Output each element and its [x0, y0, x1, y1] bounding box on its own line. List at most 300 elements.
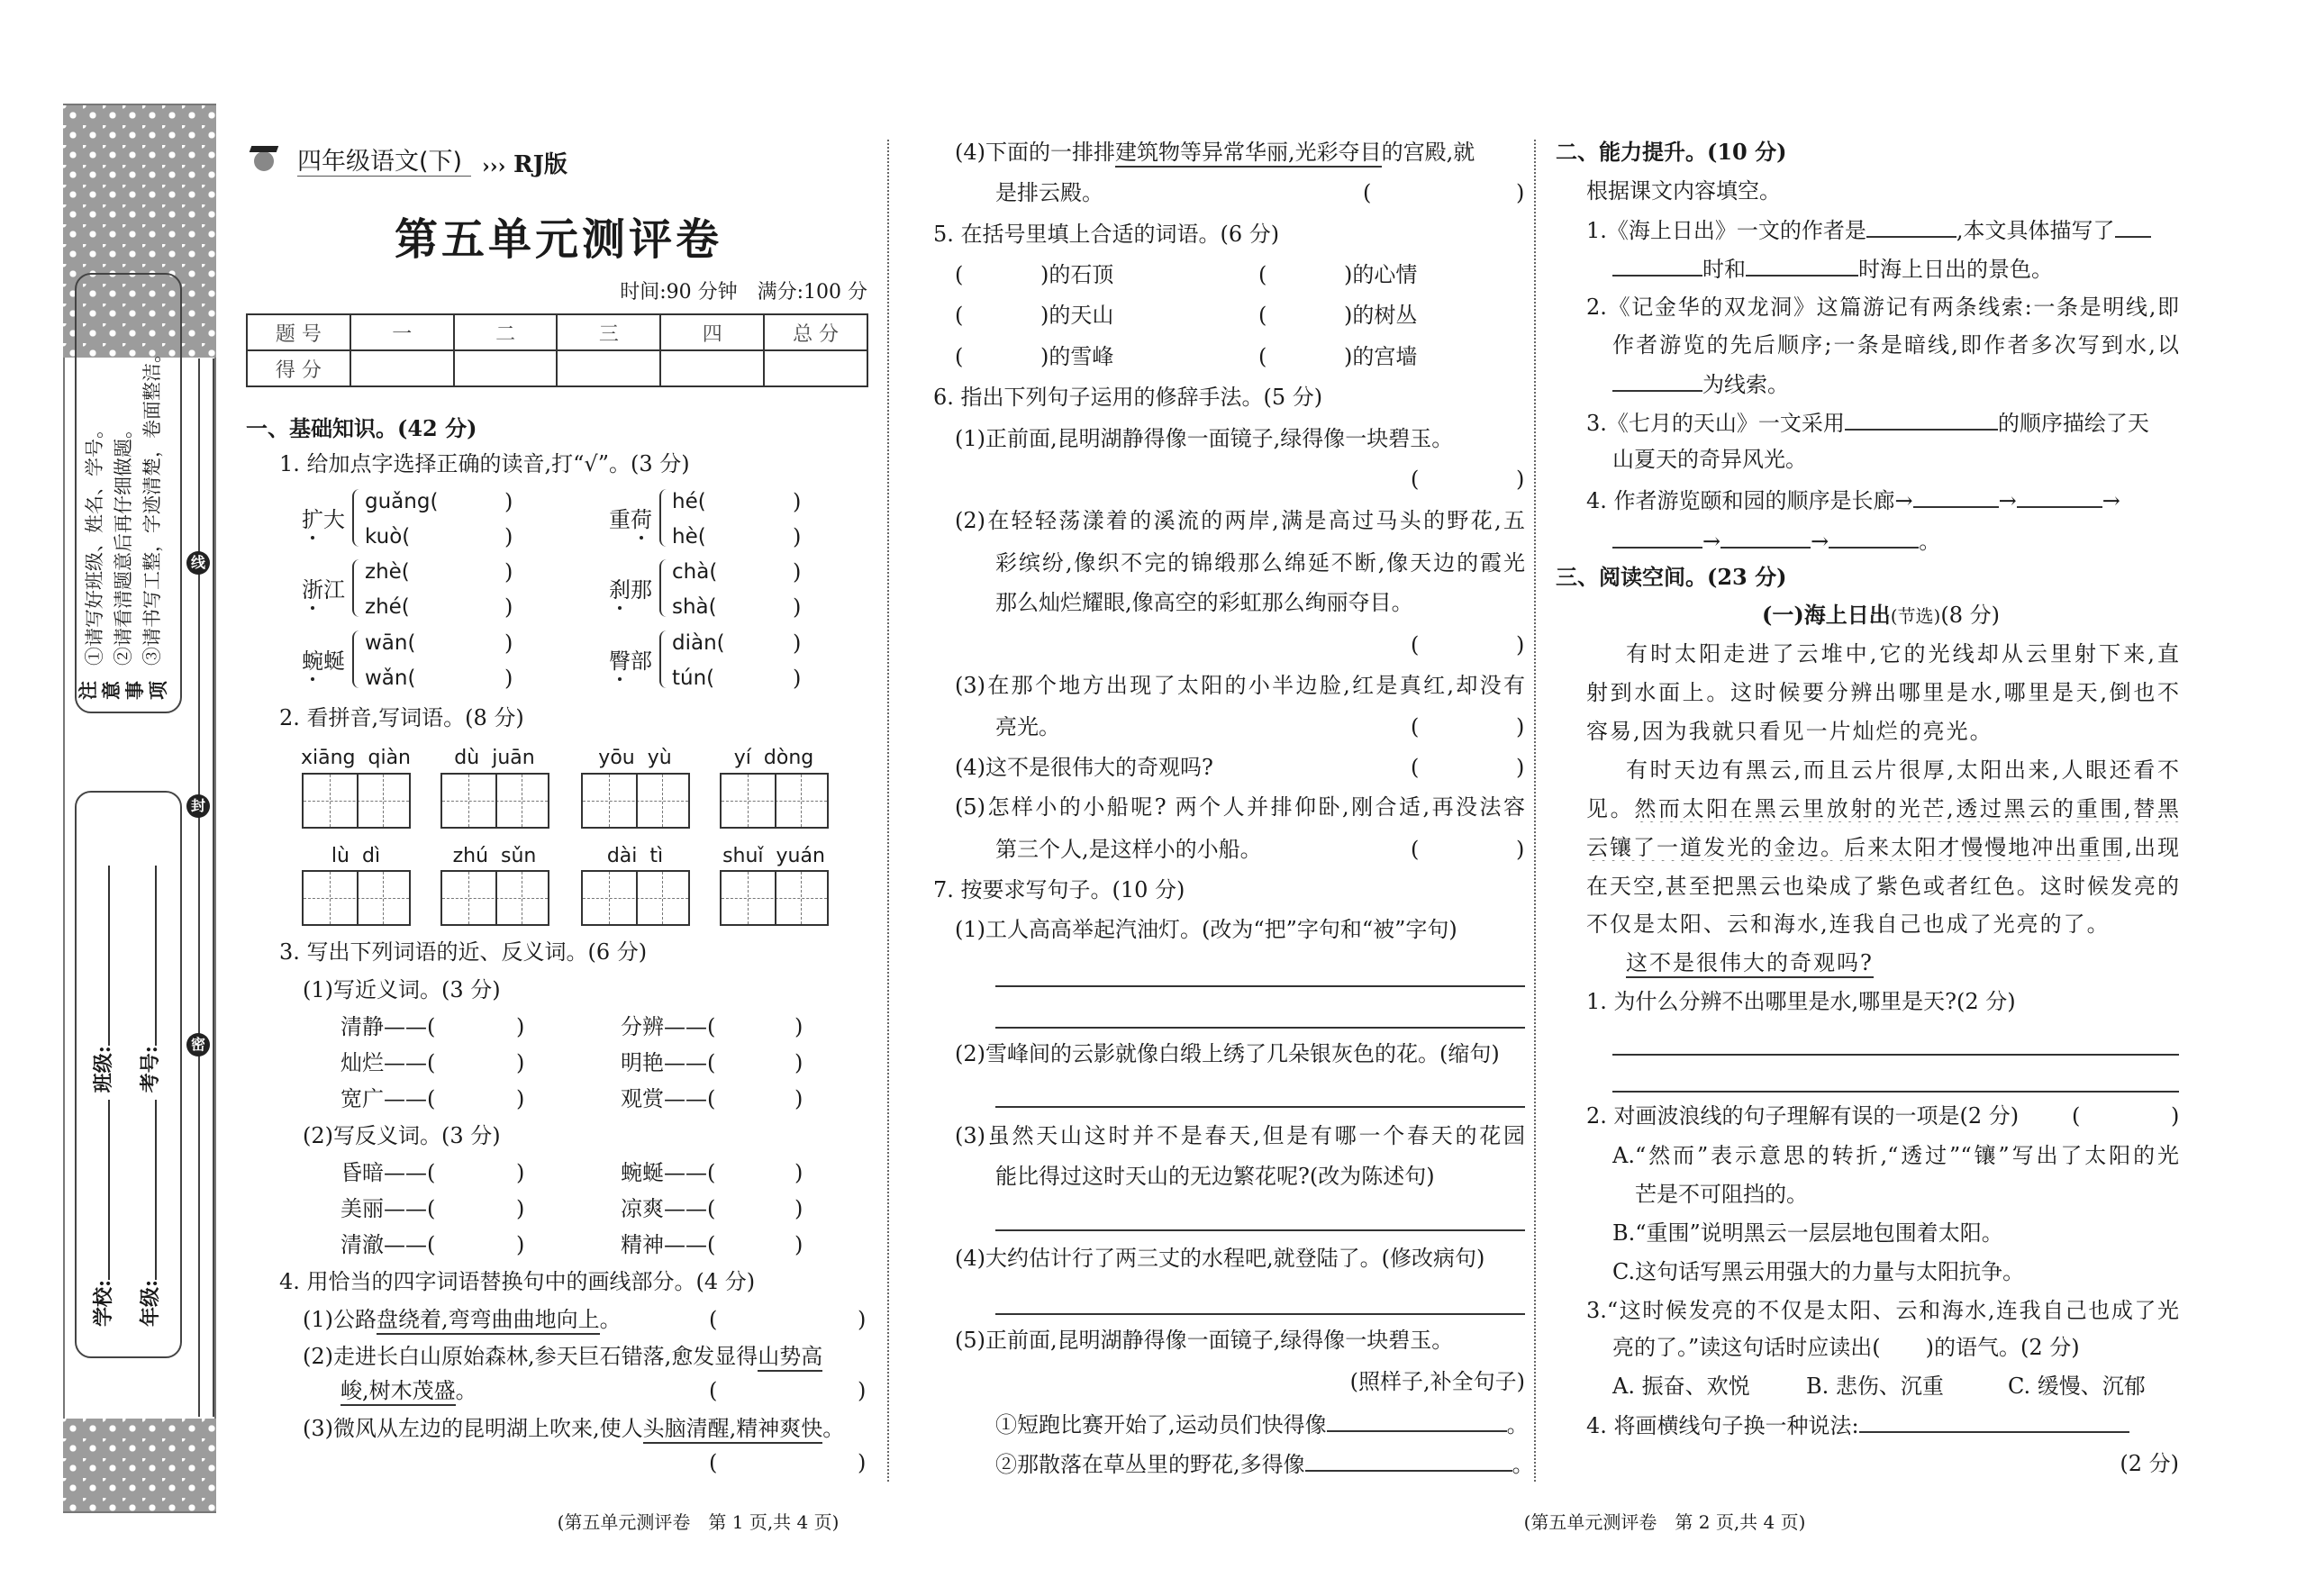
q6-item-2-cont: 那么灿烂耀眼,像高空的彩虹那么绚丽夺目。 [995, 590, 1413, 615]
word-char: 那 [631, 577, 652, 603]
answer-paren-open[interactable]: ( [1258, 262, 1267, 287]
passage-line: 容易,因为我就只看见一片灿烂的亮光。 [1586, 719, 1993, 744]
pinyin-pair [567, 745, 703, 772]
pinyin-option[interactable]: hè( [672, 525, 706, 549]
seal-mark-seal: 封 [186, 794, 210, 818]
decorative-pattern-bottom [63, 1419, 216, 1511]
writing-grid-box[interactable] [720, 773, 829, 829]
s2-q3: 3.《七月的天山》一文采用 的顺序描绘了天 [1586, 411, 2149, 436]
dash-paren[interactable]: ——( [384, 1050, 436, 1075]
edition-label: RJ版 [513, 151, 567, 178]
s3-q3-option-a[interactable]: A. 振奋、欢悦 [1612, 1374, 1750, 1399]
s3-q2: 2. 对画波浪线的句子理解有误的一项是(2 分) [1586, 1103, 2020, 1129]
wavy-underlined-sentence: 云镶了一道发光的金边。后来太阳才慢慢地冲出重围 [1586, 835, 2126, 860]
answer-paren-close[interactable]: ) [516, 1232, 525, 1257]
q1-prompt: 1. 给加点字选择正确的读音,打“√”。(3 分) [279, 451, 690, 476]
brace-icon [352, 630, 359, 688]
s2-q3-cont: 山夏天的奇异风光。 [1612, 447, 1807, 472]
score-cell[interactable] [454, 350, 558, 386]
score-cell[interactable] [660, 350, 764, 386]
passage-line: 在天空,甚至把黑云也染成了紫色或者红色。这时候发亮的 [1586, 874, 2179, 899]
underlined-phrase: 峻,树木茂盛 [340, 1378, 456, 1406]
q3-word: 精神 [621, 1232, 664, 1257]
word-char: 荷 [631, 507, 652, 532]
s3-q3: 3.“这时候发亮的不仅是太阳、云和海水,连我自己也成了光 [1586, 1298, 2179, 1323]
writing-grid-box[interactable] [720, 870, 829, 926]
word-char: 部 [631, 648, 652, 674]
series-arrows: ››› [482, 155, 506, 178]
dash-paren[interactable]: ——( [384, 1160, 436, 1185]
fill-blank[interactable] [1612, 527, 1702, 549]
dash-paren[interactable]: ——( [664, 1160, 716, 1185]
answer-paren-open[interactable]: ( [709, 1378, 718, 1403]
score-header: 四 [660, 314, 764, 350]
score-row-label: 得 分 [247, 350, 350, 386]
writing-grid-box[interactable] [302, 773, 411, 829]
answer-paren-close[interactable]: ) [504, 524, 513, 549]
notice-1: ①请写好班级、姓名、学号。 [84, 420, 105, 666]
s2-q2: 2.《记金华的双龙洞》这篇游记有两条线索:一条是明线,即 [1586, 295, 2179, 320]
pinyin-pair [288, 745, 423, 772]
answer-paren-close[interactable]: ) [793, 666, 802, 691]
answer-paren-close[interactable]: ) [793, 630, 802, 656]
fill-blank[interactable] [2017, 486, 2102, 508]
pinyin-option[interactable]: zhè( [365, 560, 410, 584]
underlined-phrase: 头脑清醒,精神爽快 [643, 1416, 823, 1444]
q6-prompt: 6. 指出下列句子运用的修辞手法。(5 分) [933, 385, 1323, 410]
pinyin-option[interactable]: guǎng( [365, 490, 439, 513]
answer-paren-close[interactable]: ) [1516, 180, 1525, 205]
q3-word: 观赏 [621, 1086, 664, 1111]
passage-line: 有时天边有黑云,而且云片很厚,太阳出来,人眼还看不 [1626, 757, 2179, 783]
answer-line[interactable] [995, 985, 1525, 987]
seal-mark-line: 线 [186, 551, 210, 575]
q3-word-row [340, 1231, 435, 1258]
q7-item-2: (2)雪峰间的云影就像白缎上绣了几朵银灰色的花。(缩句) [955, 1041, 1500, 1066]
word-char: 扩 [302, 507, 323, 532]
answer-paren-close[interactable]: ) [858, 1450, 867, 1475]
q3-word-row [340, 1013, 435, 1040]
q6-item-2-cont: 彩缤纷,像织不完的锦缎那么绵延不断,像天边的霞光 [995, 550, 1525, 576]
seal-mark-secret: 密 [186, 1033, 210, 1056]
brace-icon [352, 559, 359, 617]
s2-q1-cont: 时和 时海上日出的景色。 [1612, 255, 2053, 283]
answer-line[interactable] [995, 1229, 1525, 1231]
answer-paren-close[interactable]: ) [1516, 632, 1525, 657]
q3-word-row [621, 1085, 715, 1112]
q7-prompt: 7. 按要求写句子。(10 分) [933, 877, 1185, 902]
score-cell[interactable] [350, 350, 454, 386]
answer-paren-open[interactable]: ( [1258, 344, 1267, 369]
q3-word-row [340, 1195, 435, 1222]
dash-paren[interactable]: ——( [384, 1014, 436, 1039]
column-divider [1534, 140, 1536, 1482]
q3-word: 蜿蜒 [621, 1160, 664, 1185]
pinyin-syllable: tì [649, 845, 664, 867]
notice-content [75, 275, 174, 707]
q3-word: 明艳 [621, 1050, 664, 1075]
class-label: 班级: [92, 1046, 115, 1093]
answer-paren-close[interactable]: ) [516, 1050, 525, 1075]
answer-line[interactable] [995, 1106, 1525, 1108]
s2-q1: 1.《海上日出》一文的作者是 ,本文具体描写了 [1586, 216, 2151, 244]
q5-item: )的宫墙 [1344, 344, 1418, 369]
q1-word [609, 506, 652, 533]
q2-prompt: 2. 看拼音,写词语。(8 分) [279, 705, 524, 730]
brace-icon [659, 489, 667, 547]
s3-q2-option-a[interactable]: A.“然而”表示意思的转折,“透过”“镶”写出了太阳的光 [1612, 1143, 2179, 1168]
student-info-fields [72, 804, 177, 1345]
q3-word: 美丽 [340, 1196, 384, 1221]
q4-item-4-cont: 是排云殿。 [995, 180, 1103, 205]
passage-title: (一)海上日出(节选)(8 分) [1762, 602, 2000, 628]
q3-word: 灿烂 [340, 1050, 384, 1075]
pinyin-pair [567, 843, 703, 870]
dash-paren[interactable]: ——( [664, 1196, 716, 1221]
q3-word-row [340, 1159, 435, 1186]
answer-paren-close[interactable]: ) [516, 1014, 525, 1039]
passage-line: 不仅是太阳、云和海水,连我自己也成了光亮的了。 [1586, 911, 2111, 937]
s3-q4: 4. 将画横线句子换一种说法: [1586, 1411, 2129, 1439]
passage-line: 云镶了一道发光的金边。后来太阳才慢慢地冲出重围,出现 [1586, 835, 2179, 860]
underlined-sentence: 这不是很伟大的奇观吗? [1626, 950, 1874, 978]
q1-word [609, 648, 652, 675]
dash-paren[interactable]: ——( [664, 1050, 716, 1075]
footer-page-2: (第五单元测评卷 第 2 页,共 4 页) [1523, 1511, 1806, 1533]
fill-blank[interactable] [2115, 216, 2151, 238]
q7-item-5: (5)正前面,昆明湖静得像一面镜子,绿得像一块碧玉。 [955, 1328, 1454, 1353]
pinyin-syllable: dài [606, 845, 638, 867]
s2-q4: 4. 作者游览颐和园的顺序是长廊→ → → [1586, 488, 2120, 513]
fill-blank[interactable] [1913, 486, 1999, 508]
answer-paren-close[interactable]: ) [504, 489, 513, 514]
q4-prompt: 4. 用恰当的四字词语替换句中的画线部分。(4 分) [279, 1269, 756, 1294]
fill-blank[interactable] [1305, 1450, 1512, 1472]
answer-paren-open[interactable]: ( [1411, 837, 1420, 862]
q1-word [302, 506, 345, 533]
pinyin-pair [427, 843, 562, 870]
answer-paren-close[interactable]: ) [794, 1014, 803, 1039]
q5-item: )的雪峰 [1040, 344, 1114, 369]
pinyin-syllable: sǔn [501, 845, 537, 867]
pinyin-syllable: dòng [763, 747, 814, 769]
word-char: 臀 [609, 648, 631, 674]
s3-q4-score: (2 分) [2120, 1451, 2179, 1476]
q7-sentence-1: ①短跑比赛开始了,运动员们快得像 。 [995, 1412, 1529, 1437]
answer-paren-close[interactable]: ) [793, 594, 802, 620]
word-char: 蜒 [323, 648, 345, 674]
brace-icon [352, 489, 359, 547]
q5-item: )的天山 [1040, 303, 1114, 328]
q4-item-2-cont: 峻,树木茂盛。 [340, 1377, 477, 1404]
score-header: 三 [557, 314, 660, 350]
pinyin-pair [706, 745, 841, 772]
pinyin-option[interactable]: wǎn( [365, 667, 416, 690]
dash-paren[interactable]: ——( [664, 1086, 716, 1111]
school-label: 学校: [92, 1279, 115, 1327]
section-3-heading: 三、阅读空间。(23 分) [1556, 564, 1787, 590]
word-char: 蜿 [302, 648, 323, 674]
answer-paren-close[interactable]: ) [1516, 714, 1525, 739]
exam-number-field[interactable] [135, 866, 157, 1046]
q3-word: 宽广 [340, 1086, 384, 1111]
answer-paren-close[interactable]: ) [516, 1086, 525, 1111]
answer-paren-open[interactable]: ( [1363, 180, 1372, 205]
writing-grid-box[interactable] [302, 870, 411, 926]
answer-paren-close[interactable]: ) [504, 666, 513, 691]
q7-item-3-cont: 能比得过这时天山的无边繁花呢?(改为陈述句) [995, 1164, 1435, 1189]
pinyin-option[interactable]: wān( [365, 631, 416, 655]
page-title: 第五单元测评卷 [394, 214, 723, 265]
answer-paren-open[interactable]: ( [1411, 755, 1420, 780]
fill-blank[interactable] [1327, 1410, 1507, 1432]
q3-word-row [340, 1049, 435, 1076]
answer-paren-close[interactable]: ) [504, 594, 513, 620]
notice-2: ②请看清题意后再仔细做题。 [113, 420, 134, 666]
pinyin-pair [706, 843, 841, 870]
fill-blank[interactable] [1866, 216, 1956, 238]
exam-meta: 时间:90 分钟 满分:100 分 [620, 281, 867, 304]
q7-item-1: (1)工人高高举起汽油灯。(改为“把”字句和“被”字句) [955, 917, 1457, 942]
q1-word [609, 576, 652, 603]
section-2-heading: 二、能力提升。(10 分) [1556, 139, 1787, 165]
q3-word-row [621, 1159, 715, 1186]
mascot-icon [250, 144, 277, 171]
q7-item-3: (3)虽然天山这时并不是春天,但是有哪一个春天的花园 [955, 1123, 1525, 1148]
fill-blank[interactable] [1859, 1411, 2129, 1433]
pinyin-option[interactable]: zhé( [365, 595, 410, 619]
pinyin-syllable: lù [331, 845, 350, 867]
word-char: 浙 [302, 577, 323, 603]
score-header: 一 [350, 314, 454, 350]
pinyin-syllable: yù [647, 747, 672, 769]
q3-prompt: 3. 写出下列词语的近、反义词。(6 分) [279, 939, 648, 965]
q1-word [302, 648, 345, 675]
word-char: 大 [323, 507, 345, 532]
answer-paren-close[interactable]: ) [516, 1196, 525, 1221]
q5-item: )的心情 [1344, 262, 1418, 287]
underlined-phrase: 建筑物等异常华丽,光彩夺目 [1115, 140, 1382, 168]
fill-blank[interactable] [1845, 409, 1998, 431]
score-header: 总 分 [764, 314, 867, 350]
answer-paren-close[interactable]: ) [1516, 467, 1525, 492]
s3-q2-option-b[interactable]: B.“重围”说明黑云一层层地包围着太阳。 [1612, 1220, 2003, 1246]
answer-line[interactable] [1612, 1054, 2179, 1056]
pinyin-option[interactable]: hé( [672, 490, 706, 513]
answer-paren-close[interactable]: ) [794, 1160, 803, 1185]
q6-item-5: (5)怎样小的小船呢? 两个人并排仰卧,刚合适,再没法容 [955, 794, 1525, 820]
pinyin-option[interactable]: kuò( [365, 525, 411, 549]
cut-line [198, 358, 200, 1417]
section-2-intro: 根据课文内容填空。 [1586, 178, 1781, 204]
dash-paren[interactable]: ——( [384, 1086, 436, 1111]
answer-paren-close[interactable]: ) [516, 1160, 525, 1185]
q3-word-row [621, 1231, 715, 1258]
answer-line[interactable] [995, 1027, 1525, 1029]
pinyin-syllable: shuǐ [722, 845, 764, 867]
pinyin-option[interactable]: tún( [672, 667, 715, 690]
q5-item: )的石顶 [1040, 262, 1114, 287]
q3-word: 凉爽 [621, 1196, 664, 1221]
fill-blank[interactable] [1829, 527, 1919, 549]
word-char: 重 [609, 507, 631, 532]
q3-word-row [340, 1085, 435, 1112]
score-table [246, 313, 868, 387]
q5-item: )的树丛 [1344, 303, 1418, 328]
answer-paren-close[interactable]: ) [1516, 837, 1525, 862]
notice-3: ③请书写工整，字迹清楚，卷面整洁。 [141, 344, 163, 666]
s3-q1: 1. 为什么分辨不出哪里是水,哪里是天?(2 分) [1586, 989, 2016, 1014]
q6-item-3: (3)在那个地方出现了太阳的小半边脸,红是真红,却没有 [955, 673, 1525, 698]
q3-word: 清静 [340, 1014, 384, 1039]
q6-item-1: (1)正前面,昆明湖静得像一面镜子,绿得像一块碧玉。 [955, 426, 1454, 451]
q6-item-5-cont: 第三个人,是这样小的小船。 [995, 837, 1262, 862]
answer-paren-open[interactable]: ( [955, 262, 964, 287]
writing-grid-box[interactable] [440, 773, 549, 829]
answer-paren-open[interactable]: ( [955, 344, 964, 369]
answer-paren-close[interactable]: ) [794, 1086, 803, 1111]
pinyin-pair [427, 745, 562, 772]
q7-item-4: (4)大约估计行了两三丈的水程吧,就登陆了。(修改病句) [955, 1246, 1485, 1271]
answer-paren-open[interactable]: ( [1411, 632, 1420, 657]
score-header: 二 [454, 314, 558, 350]
answer-line[interactable] [1612, 1091, 2179, 1093]
writing-grid-box[interactable] [581, 773, 690, 829]
pinyin-syllable: juān [492, 747, 535, 769]
answer-paren-close[interactable]: ) [793, 559, 802, 585]
dash-paren[interactable]: ——( [664, 1232, 716, 1257]
answer-paren-open[interactable]: ( [1258, 303, 1267, 328]
fill-blank[interactable] [1746, 255, 1858, 277]
q3-word-row [621, 1049, 715, 1076]
underlined-phrase: 山势高 [758, 1344, 822, 1372]
s2-q2-cont: 作者游览的先后顺序;一条是暗线,即作者多次写到水,以 [1612, 332, 2179, 358]
q3-word-row [621, 1195, 715, 1222]
q5-prompt: 5. 在括号里填上合适的词语。(6 分) [933, 222, 1280, 247]
q3-word: 清澈 [340, 1232, 384, 1257]
school-field[interactable] [88, 1100, 110, 1280]
class-field[interactable] [88, 866, 110, 1046]
answer-paren-open[interactable]: ( [1411, 467, 1420, 492]
answer-paren-close[interactable]: ) [1516, 755, 1525, 780]
score-header: 题 号 [247, 314, 350, 350]
footer-page-1: (第五单元测评卷 第 1 页,共 4 页) [557, 1511, 840, 1533]
pinyin-syllable: qiàn [368, 747, 412, 769]
brace-icon [659, 630, 667, 688]
q6-item-2: (2)在轻轻荡漾着的溪流的两岸,满是高过马头的野花,五 [955, 508, 1525, 533]
answer-line[interactable] [995, 1313, 1525, 1315]
word-char: 江 [323, 577, 345, 603]
answer-paren-open[interactable]: ( [955, 303, 964, 328]
answer-paren-open[interactable]: ( [1411, 714, 1420, 739]
passage-line: 见。然而太阳在黑云里放射的光芒,透过黑云的重围,替黑 [1586, 796, 2179, 821]
passage-line [1626, 949, 1874, 976]
pinyin-pair [288, 843, 423, 870]
dash-paren[interactable]: ——( [384, 1196, 436, 1221]
q4-item-4: (4)下面的一排排建筑物等异常华丽,光彩夺目的宫殿,就 [955, 139, 1475, 166]
pinyin-syllable: yí [733, 747, 751, 769]
q1-word [302, 576, 345, 603]
pinyin-syllable: yōu [598, 747, 635, 769]
q4-item-3: (3)微风从左边的昆明湖上吹来,使人头脑清醒,精神爽快。 [303, 1415, 844, 1442]
s2-q4-cont: → → 。 [1612, 527, 1940, 555]
pinyin-option[interactable]: chà( [672, 560, 718, 584]
answer-paren-close[interactable]: ) [793, 489, 802, 514]
q6-item-3-cont: 亮光。 [995, 714, 1060, 739]
answer-paren-close[interactable]: ) [504, 630, 513, 656]
answer-paren-close[interactable]: ) [858, 1378, 867, 1403]
exam-number-label: 考号: [139, 1046, 162, 1093]
cut-line-outer [213, 358, 214, 1417]
answer-paren-close[interactable]: ) [793, 524, 802, 549]
s2-q2-cont: 为线索。 [1612, 370, 1789, 398]
fill-blank[interactable] [1612, 255, 1702, 277]
q3-synonym-label: (1)写近义词。(3 分) [303, 977, 501, 1002]
underlined-phrase: 盘绕着,弯弯曲曲地向上 [377, 1307, 600, 1335]
answer-paren-close[interactable]: ) [794, 1196, 803, 1221]
fill-blank[interactable] [1612, 370, 1702, 392]
wavy-underlined-sentence: 然而太阳在黑云里放射的光芒,透过黑云的重围,替黑 [1634, 796, 2179, 821]
dash-paren[interactable]: ——( [664, 1014, 716, 1039]
s3-q2-option-a-cont: 芒是不可阻挡的。 [1635, 1182, 1808, 1207]
passage-line: 射到水面上。这时候要分辨出哪里是水,哪里是天,倒也不 [1586, 680, 2179, 705]
pinyin-option[interactable]: shà( [672, 595, 717, 619]
score-cell[interactable] [557, 350, 660, 386]
q3-word-row [621, 1013, 715, 1040]
writing-grid-box[interactable] [440, 870, 549, 926]
answer-paren-close[interactable]: ) [858, 1307, 867, 1332]
pinyin-syllable: dù [454, 747, 480, 769]
writing-grid-box[interactable] [581, 870, 690, 926]
fill-blank[interactable] [1720, 527, 1811, 549]
pinyin-syllable: dì [361, 845, 381, 867]
answer-paren-close[interactable]: ) [2171, 1103, 2180, 1129]
answer-paren-open[interactable]: ( [709, 1450, 718, 1475]
dash-paren[interactable]: ——( [384, 1232, 436, 1257]
q3-word: 分辨 [621, 1014, 664, 1039]
q3-word: 昏暗 [340, 1160, 384, 1185]
s3-q2-option-c[interactable]: C.这句话写黑云用强大的力量与太阳抗争。 [1612, 1259, 2025, 1284]
score-cell[interactable] [764, 350, 867, 386]
q7-sentence-2: ②那散落在草丛里的野花,多得像 。 [995, 1452, 1534, 1477]
pinyin-syllable: zhú [452, 845, 489, 867]
grade-field[interactable] [135, 1100, 157, 1280]
s3-q3-option-c[interactable]: C. 缓慢、沉郁 [2008, 1374, 2146, 1399]
brace-icon [659, 559, 667, 617]
s3-q3-option-b[interactable]: B. 悲伤、沉重 [1806, 1374, 1944, 1399]
word-char: 刹 [609, 577, 631, 603]
q7-item-5-note: (照样子,补全句子) [1349, 1369, 1525, 1394]
answer-paren-close[interactable]: ) [794, 1232, 803, 1257]
pinyin-option[interactable]: diàn( [672, 631, 725, 655]
notice-label: 注意事项 [77, 681, 169, 700]
grade-label: 年级: [139, 1279, 162, 1327]
answer-paren-close[interactable]: ) [794, 1050, 803, 1075]
s3-q3-cont: 亮的了。”读这句话时应读出( )的语气。(2 分) [1612, 1335, 2080, 1360]
pinyin-syllable: xiāng [300, 747, 356, 769]
answer-paren-open[interactable]: ( [709, 1307, 718, 1332]
q4-item-2: (2)走进长白山原始森林,参天巨石错落,愈发显得山势高 [303, 1343, 822, 1370]
pinyin-syllable: yuán [776, 845, 825, 867]
column-divider [887, 140, 889, 1482]
q6-item-4: (4)这不是很伟大的奇观吗? [955, 755, 1213, 780]
series-label: 四年级语文(下) [297, 149, 471, 177]
answer-paren-close[interactable]: ) [504, 559, 513, 585]
answer-paren-open[interactable]: ( [2072, 1103, 2081, 1129]
passage-line: 有时太阳走进了云堆中,它的光线却从云里射下来,直 [1626, 641, 2179, 667]
q4-item-1: (1)公路盘绕着,弯弯曲曲地向上。 [303, 1306, 622, 1333]
section-1-heading: 一、基础知识。(42 分) [246, 415, 477, 441]
